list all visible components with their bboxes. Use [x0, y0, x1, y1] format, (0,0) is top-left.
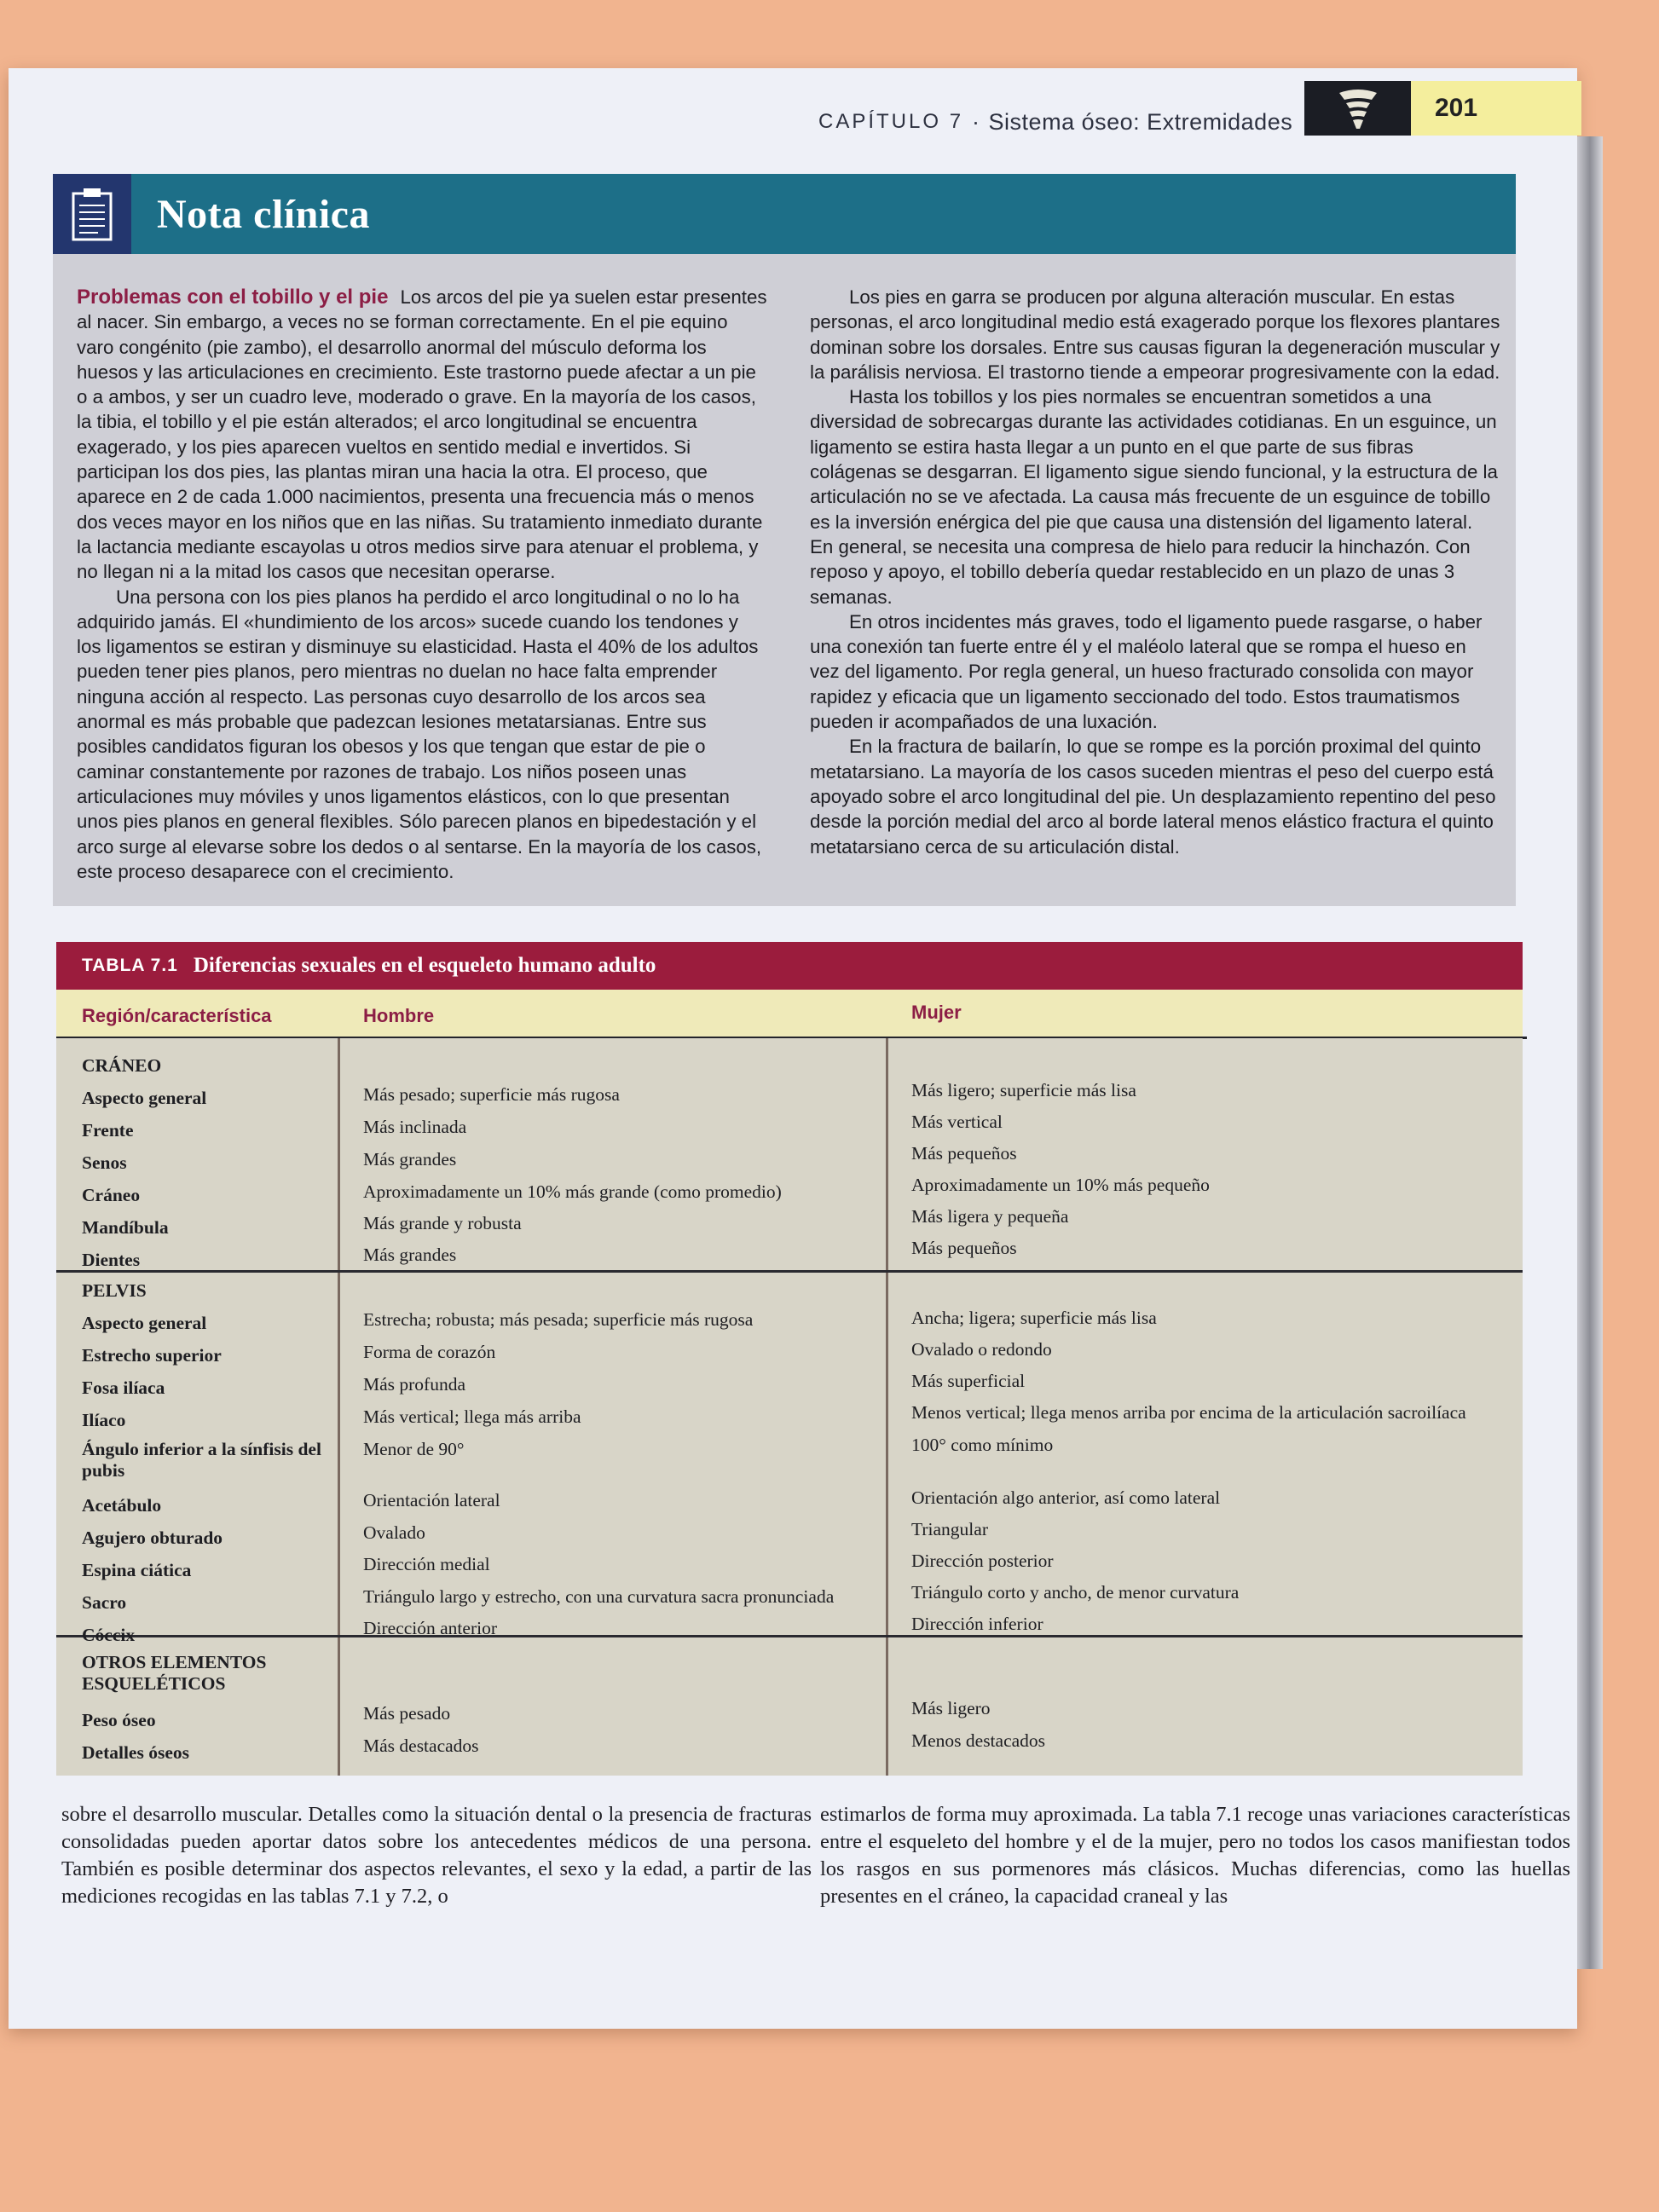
table-cell-region: Detalles óseos — [82, 1742, 189, 1763]
table-cell-female: Menos vertical; llega menos arriba por encima de la articulación sacroilíaca — [911, 1402, 1466, 1423]
table-cell-male: Más destacados — [363, 1736, 479, 1756]
table-cell-region: Peso óseo — [82, 1710, 156, 1730]
table-cell-male: Dirección anterior — [363, 1618, 497, 1638]
clinical-note-paragraph: Una persona con los pies planos ha perdido el arco longitudinal o no lo ha adquirido jamás. El «hundimiento de los arcos» sucede cuando los tendones y los ligamentos se estiran y disminuye su elasticidad. Hasta el 40% de los adultos pueden tener pies planos, pero mientras no duelan no hace falta emprender ninguna acción al respecto. Las personas cuyo desarrollo de los arcos sea anormal es más probable que padezcan lesiones metatarsianas. Entre sus posibles candidatos figuran los obesos y los que tengan que estar de pie o caminar constantemente por razones de trabajo. Los niños poseen unas articulaciones muy móviles y unos ligamentos elásticos, con lo que presentan unos pies planos en general flexibles. Sólo parecen planos en bipedestación y el arco surge al elevarse sobre los dedos o al sentarse. En la mayoría de los casos, este proceso desaparece con el crecimiento. — [77, 586, 762, 882]
table-cell-male: Más grande y robusta — [363, 1213, 522, 1233]
table-cell-female: Más ligero; superficie más lisa — [911, 1080, 1136, 1100]
table-body — [56, 1038, 1523, 1776]
table-cell-female: Más pequeños — [911, 1238, 1017, 1258]
section-heading-craneo: CRÁNEO — [82, 1055, 162, 1076]
table-header-row — [56, 990, 1523, 1038]
table-cell-male: Forma de corazón — [363, 1342, 496, 1362]
table-cell-male: Dirección medial — [363, 1554, 490, 1574]
clinical-note-paragraph: Hasta los tobillos y los pies normales se encuentran sometidos a una diversidad de sobrecargas durante las actividades cotidianas. En un esguince, un ligamento se estira hasta llegar a un punto en el que parte de sus fibras colágenas se desgarran. El ligamento sigue siendo funcional, y la estructura de la articulación no se ve afectada. La causa más frecuente de un esguince de tobillo es la inversión enérgica del pie que causa una distensión del ligamento lateral. En general, se necesita una compresa de hielo para reducir la hinchazón. Con reposo y apoyo, el tobillo debería quedar restablecido en un plazo de unas 3 semanas. — [810, 386, 1498, 608]
table-cell-male: Menor de 90° — [363, 1439, 465, 1459]
table-title-bar — [56, 942, 1523, 990]
section-divider — [56, 1635, 1523, 1637]
column-divider — [886, 1038, 888, 1776]
table-cell-region: Acetábulo — [82, 1495, 162, 1516]
column-divider — [338, 1038, 340, 1776]
table-cell-region: Estrecho superior — [82, 1345, 222, 1366]
table-cell-female: Dirección posterior — [911, 1551, 1054, 1571]
section-heading-pelvis: PELVIS — [82, 1280, 147, 1301]
table-cell-female: 100° como mínimo — [911, 1435, 1054, 1455]
table-label: TABLA 7.1 — [82, 956, 178, 975]
table-cell-region: Mandíbula — [82, 1217, 169, 1238]
table-cell-female: Ancha; ligera; superficie más lisa — [911, 1308, 1157, 1328]
body-text-left-column: sobre el desarrollo muscular. Detalles como la situación dental o la presencia de fracturas consolidadas pueden aportar datos sobre los antecedentes médicos de una persona. También es posible determinar dos aspectos relevantes, el sexo y la edad, a partir de las mediciones recogidas en las tablas 7.1 y 7.2, o — [61, 1803, 812, 1908]
pelvis-bone-icon — [1304, 81, 1411, 136]
table-cell-female: Menos destacados — [911, 1730, 1046, 1751]
clinical-note-paragraph: En otros incidentes más graves, todo el ligamento puede rasgarse, o haber una conexión tan fuerte entre él y el maléolo lateral que se rompa el hueso en vez del ligamento. Por regla general, un hueso fracturado consolida con mayor rapidez y eficacia que un ligamento seccionado del todo. Estos traumatismos pueden ir acompañados de una luxación. — [810, 610, 1483, 733]
table-cell-male: Estrecha; robusta; más pesada; superficie más rugosa — [363, 1309, 754, 1330]
clinical-note-heading: Problemas con el tobillo y el pie — [77, 286, 389, 309]
paragraph-text: Los arcos del pie ya suelen estar presentes al nacer. Sin embargo, a veces no se forman correctamente. En el pie equino varo congénito (pie zambo), el desarrollo anormal del músculo deforma los huesos y las articulaciones en crecimiento. Este trastorno puede afectar a un pie o a ambos, y ser un cuadro leve, moderado o grave. En la mayoría de los casos, la tibia, el tobillo y el pie están alterados; el arco longitudinal se encuentra exagerado, y los pies aparecen vueltos en sentido medial e invertidos. Si participan los dos pies, las plantas miran una hacia la otra. El proceso, que aparece en 2 de cada 1.000 nacimientos, presenta una frecuencia más o menos dos veces mayor en los niños que en las niñas. Su tratamiento inmediato durante la lactancia mediante escayolas u otros medios sirve para atenuar el problema, y no llegan ni a la mitad los casos que necesitan operarse. — [77, 286, 767, 583]
table-cell-region: Fosa ilíaca — [82, 1377, 165, 1398]
table-cell-male: Más pesado — [363, 1703, 451, 1724]
page-number: 201 — [1411, 81, 1581, 136]
section-divider — [56, 1270, 1523, 1273]
table-cell-male: Orientación lateral — [363, 1490, 500, 1510]
chapter-label: CAPÍTULO 7 — [818, 110, 964, 133]
page-stack-edge — [1577, 136, 1603, 1969]
table-cell-female: Aproximadamente un 10% más pequeño — [911, 1175, 1210, 1195]
table-cell-region: Espina ciática — [82, 1560, 192, 1580]
table-cell-male: Triángulo largo y estrecho, con una curvatura sacra pronunciada — [363, 1586, 835, 1607]
table-cell-female: Orientación algo anterior, así como lateral — [911, 1487, 1221, 1508]
clinical-note-paragraph — [77, 285, 767, 585]
table-cell-region: Aspecto general — [82, 1313, 207, 1333]
table-cell-male: Más grandes — [363, 1245, 457, 1265]
clinical-note-title: Nota clínica — [157, 191, 370, 237]
table-cell-region: Aspecto general — [82, 1088, 207, 1108]
table-cell-male: Más grandes — [363, 1149, 457, 1170]
chapter-title: Sistema óseo: Extremidades — [988, 108, 1293, 135]
chapter-separator: · — [972, 108, 980, 135]
clinical-note-paragraph: En la fractura de bailarín, lo que se rompe es la porción proximal del quinto metatarsiano. La mayoría de los casos suceden mientras el peso del cuerpo está apoyado sobre el arco longitudinal del pie. Un desplazamiento repentino del peso desde la porción medial del arco al borde lateral menos elástico fractura el quinto metatarsiano cerca de su articulación distal. — [810, 736, 1496, 858]
table-cell-female: Más superficial — [911, 1371, 1026, 1391]
clinical-note-right-column — [810, 285, 1500, 859]
clipboard-icon — [53, 174, 131, 254]
table-cell-region: Sacro — [82, 1592, 127, 1613]
table-cell-male: Más profunda — [363, 1374, 466, 1395]
table-cell-region: Agujero obturado — [82, 1528, 223, 1548]
body-text-right-column: estimarlos de forma muy aproximada. La tabla 7.1 recoge unas variaciones características entre el esqueleto del hombre y el de la mujer, pero no todos los casos manifiestan todos los rasgos en sus pormenores más clásicos. Muchas diferencias, como las huellas presentes en el cráneo, la capacidad craneal y las — [820, 1803, 1570, 1908]
table-cell-region: Frente — [82, 1120, 134, 1141]
table-cell-region: Ilíaco — [82, 1410, 126, 1430]
table-cell-female: Triangular — [911, 1519, 988, 1539]
table-cell-region: Senos — [82, 1152, 127, 1173]
clinical-note-paragraph: Los pies en garra se producen por alguna alteración muscular. En estas personas, el arco longitudinal medio está exagerado porque los flexores plantares dominan sobre los dorsales. Entre sus causas figuran la degeneración muscular y la parálisis nerviosa. El trastorno tiende a empeorar progresivamente con la edad. — [810, 286, 1500, 383]
table-cell-female: Triángulo corto y ancho, de menor curvatura — [911, 1582, 1240, 1603]
clinical-note-body — [53, 254, 1516, 906]
table-cell-region: Cóccix — [82, 1625, 136, 1645]
table-header-female: Mujer — [911, 1002, 962, 1023]
table-cell-region: Ángulo inferior a la sínfisis del pubis — [82, 1439, 321, 1481]
table-cell-female: Ovalado o redondo — [911, 1339, 1052, 1360]
clinical-note-left-column — [77, 285, 767, 884]
table-cell-female: Más pequeños — [911, 1143, 1017, 1164]
table-cell-female: Más vertical — [911, 1112, 1003, 1132]
table-cell-region: Dientes — [82, 1250, 141, 1270]
table-cell-region: Cráneo — [82, 1185, 141, 1205]
running-head — [818, 101, 1292, 143]
table-header-male: Hombre — [363, 1005, 435, 1026]
table-cell-male: Aproximadamente un 10% más grande (como promedio) — [363, 1181, 782, 1202]
table-cell-male: Más vertical; llega más arriba — [363, 1406, 581, 1427]
table-caption: Diferencias sexuales en el esqueleto humano adulto — [193, 954, 656, 977]
table-cell-male: Ovalado — [363, 1522, 425, 1543]
table-cell-female: Dirección inferior — [911, 1614, 1043, 1634]
table-cell-male: Más inclinada — [363, 1117, 467, 1137]
table-cell-female: Más ligero — [911, 1698, 991, 1718]
clinical-note-banner — [53, 174, 1516, 254]
table-cell-male: Más pesado; superficie más rugosa — [363, 1084, 620, 1105]
table-cell-female: Más ligera y pequeña — [911, 1206, 1069, 1227]
table-header-region: Región/característica — [82, 1005, 272, 1026]
section-heading-otros: OTROS ELEMENTOS ESQUELÉTICOS — [82, 1652, 267, 1694]
